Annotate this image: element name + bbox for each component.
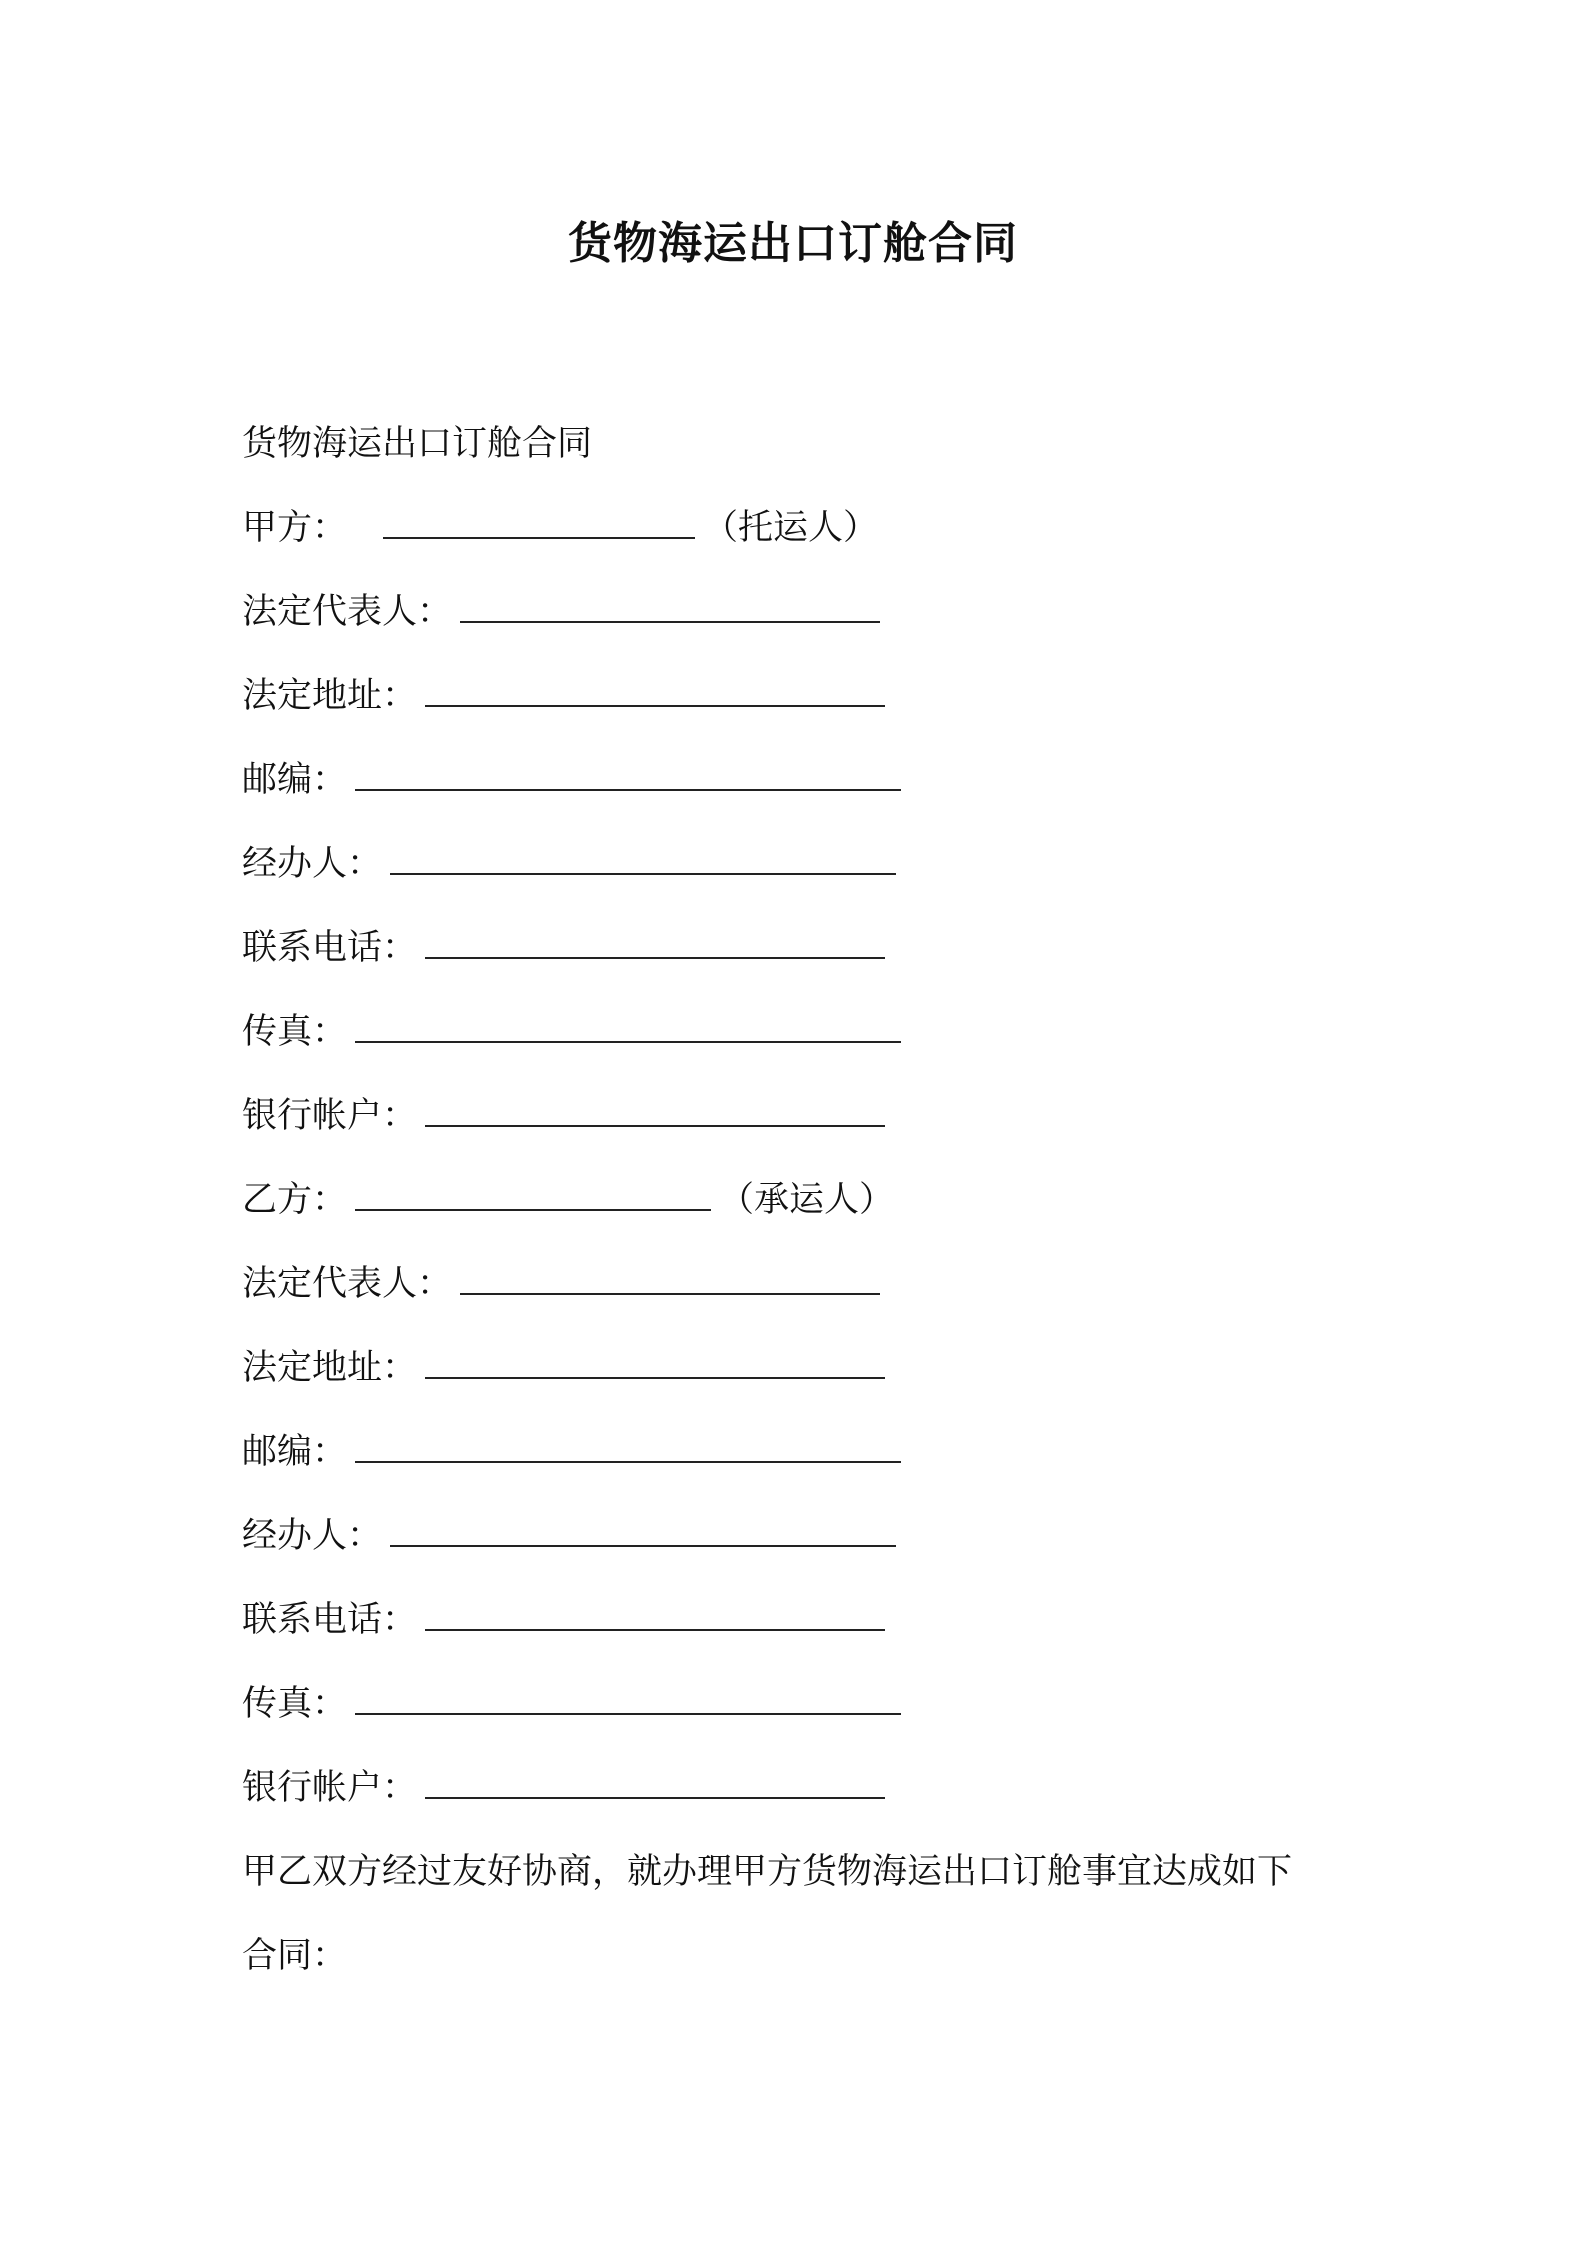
field-label: 法定代表人： — [242, 1264, 453, 1304]
field-label: 传真： — [242, 1684, 348, 1724]
field-blank[interactable] — [425, 1763, 885, 1799]
party-b-field — [242, 1746, 1372, 1830]
field-label: 经办人： — [242, 844, 383, 884]
field-label: 银行帐户： — [242, 1096, 418, 1136]
field-blank[interactable] — [355, 1007, 901, 1043]
party-b-field — [242, 1410, 1372, 1494]
party-a-blank[interactable] — [383, 503, 695, 539]
party-b-line — [242, 1158, 1372, 1242]
party-b-blank[interactable] — [355, 1175, 711, 1211]
field-blank[interactable] — [355, 755, 901, 791]
field-blank[interactable] — [355, 1427, 901, 1463]
field-label: 经办人： — [242, 1516, 383, 1556]
field-blank[interactable] — [425, 1091, 885, 1127]
field-blank[interactable] — [390, 1511, 896, 1547]
document-body — [242, 402, 1372, 1998]
intro-paragraph-line-1: 甲乙双方经过友好协商，就办理甲方货物海运出口订舱事宜达成如下 — [242, 1852, 1293, 1892]
field-label: 联系电话： — [242, 928, 418, 968]
field-label: 联系电话： — [242, 1600, 418, 1640]
field-label: 邮编： — [242, 1432, 348, 1472]
document-title: 货物海运出口订舱合同 — [568, 218, 1018, 269]
party-a-field — [242, 906, 1372, 990]
field-blank[interactable] — [425, 1343, 885, 1379]
field-label: 传真： — [242, 1012, 348, 1052]
field-label: 法定地址： — [242, 1348, 418, 1388]
party-b-field — [242, 1578, 1372, 1662]
contract-heading: 货物海运出口订舱合同 — [242, 424, 593, 464]
party-a-label: 甲方： — [242, 508, 348, 548]
field-label: 银行帐户： — [242, 1768, 418, 1808]
party-b-label: 乙方： — [242, 1180, 348, 1220]
party-b-role: （承运人） — [719, 1180, 895, 1220]
party-a-field — [242, 570, 1372, 654]
field-blank[interactable] — [390, 839, 896, 875]
field-blank[interactable] — [355, 1679, 901, 1715]
party-a-role: （托运人） — [703, 508, 879, 548]
party-b-field — [242, 1326, 1372, 1410]
field-label: 法定地址： — [242, 676, 418, 716]
party-a-field — [242, 738, 1372, 822]
field-blank[interactable] — [425, 671, 885, 707]
party-a-field — [242, 990, 1372, 1074]
field-label: 邮编： — [242, 760, 348, 800]
party-a-field — [242, 822, 1372, 906]
party-b-field — [242, 1662, 1372, 1746]
party-b-field — [242, 1242, 1372, 1326]
field-blank[interactable] — [425, 1595, 885, 1631]
intro-paragraph-line-2: 合同： — [242, 1936, 348, 1976]
party-a-field — [242, 1074, 1372, 1158]
field-blank[interactable] — [425, 923, 885, 959]
party-b-field — [242, 1494, 1372, 1578]
field-blank[interactable] — [460, 1259, 880, 1295]
field-blank[interactable] — [460, 587, 880, 623]
party-a-line — [242, 486, 1372, 570]
field-label: 法定代表人： — [242, 592, 453, 632]
party-a-field — [242, 654, 1372, 738]
